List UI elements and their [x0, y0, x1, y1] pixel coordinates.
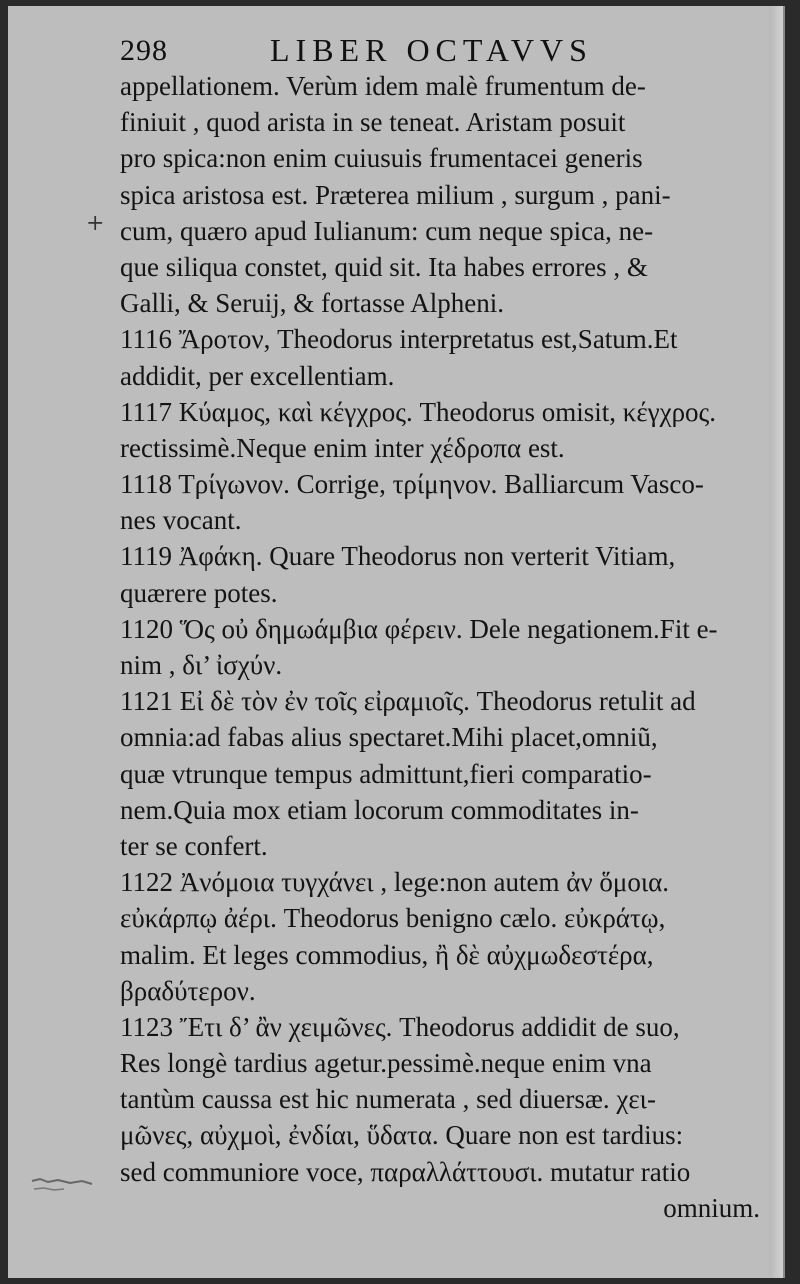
text-line: βραδύτερον.	[120, 975, 256, 1006]
text-line: malim. Et leges commodius, ἢ δὲ αὐχμωδεστέρα,	[120, 939, 654, 970]
text-line: que siliqua constet, quid sit. Ita habes errores , &	[120, 251, 648, 282]
body-text	[120, 68, 760, 1226]
entry-1123: 1123 Ἔτι δ’ ἂν χειμῶνες. Theodorus addidit de suo,	[120, 1011, 680, 1042]
text-line: quærere potes.	[120, 577, 278, 608]
text-line: Res longè tardius agetur.pessimè.neque enim vna	[120, 1048, 652, 1079]
entry-1121: 1121 Εἰ δὲ τὸν ἐν τοῖς εἰραμιοῖς. Theodorus retulit ad	[120, 686, 696, 717]
entry-1116: 1116 Ἄροτον, Theodorus interpretatus est,Satum.Et	[120, 324, 678, 355]
page-edge-shadow	[769, 6, 783, 1278]
entry-1122: 1122 Ἀνόμοια τυγχάνει , lege:non autem ἀν ὅμοια.	[120, 867, 670, 898]
text-line: Galli, & Seruij, & fortasse Alpheni.	[120, 288, 504, 319]
entry-1117: 1117 Κύαμος, καὶ κέγχρος. Theodorus omisit, κέγχρος.	[120, 396, 716, 427]
text-line: μῶνες, αὐχμοὶ, ἐνδίαι, ὕδατα. Quare non est tardius:	[120, 1120, 684, 1151]
text-line: ter se confert.	[120, 830, 268, 861]
text-line: quæ vtrunque tempus admittunt,fieri comparatio-	[120, 758, 652, 789]
catchword: omnium.	[663, 1192, 760, 1223]
text-line: tantùm caussa est hic numerata , sed diuersæ. χει-	[120, 1084, 656, 1115]
text-line: nim , δι’ ἰσχύν.	[120, 650, 283, 680]
entry-1120: 1120 Ὅς οὐ δημωάμβια φέρειν. Dele negationem.Fit e-	[120, 613, 718, 644]
text-line: rectissimè.Neque enim inter χέδροπα est.	[120, 432, 565, 463]
text-line: nes vocant.	[120, 505, 242, 536]
entry-1119: 1119 Ἀφάκη. Quare Theodorus non verterit Vitiam,	[120, 541, 676, 572]
text-line: εὐκάρπῳ ἀέρι. Theodorus benigno cælo. εὐκράτῳ,	[120, 903, 666, 934]
running-title: LIBER OCTAVVS	[270, 32, 593, 68]
text-line: spica aristosa est. Præterea milium , surgum , pani-	[120, 179, 671, 210]
text-line: nem.Quia mox etiam locorum commoditates in-	[120, 794, 639, 825]
text-line: appellationem. Verùm idem malè frumentum de-	[120, 71, 646, 101]
text-line: addidit, per excellentiam.	[120, 360, 395, 391]
text-line: omnia:ad fabas alius spectaret.Mihi placet,omniũ,	[120, 722, 658, 753]
book-page	[8, 6, 785, 1278]
text-line: finiuit , quod arista in se teneat. Aristam posuit	[120, 107, 626, 138]
page-number: 298	[120, 34, 168, 67]
margin-mark: +	[86, 211, 105, 236]
text-line: cum, quæro apud Iulianum: cum neque spica, ne-	[120, 215, 654, 246]
text-line: sed communiore voce, παραλλάττουσι. mutatur ratio	[120, 1156, 691, 1187]
margin-smudge	[30, 1171, 100, 1201]
entry-1118: 1118 Τρίγωνον. Corrige, τρίμηνον. Balliarcum Vasco-	[120, 469, 704, 500]
text-line: pro spica:non enim cuiusuis frumentacei generis	[120, 143, 643, 174]
